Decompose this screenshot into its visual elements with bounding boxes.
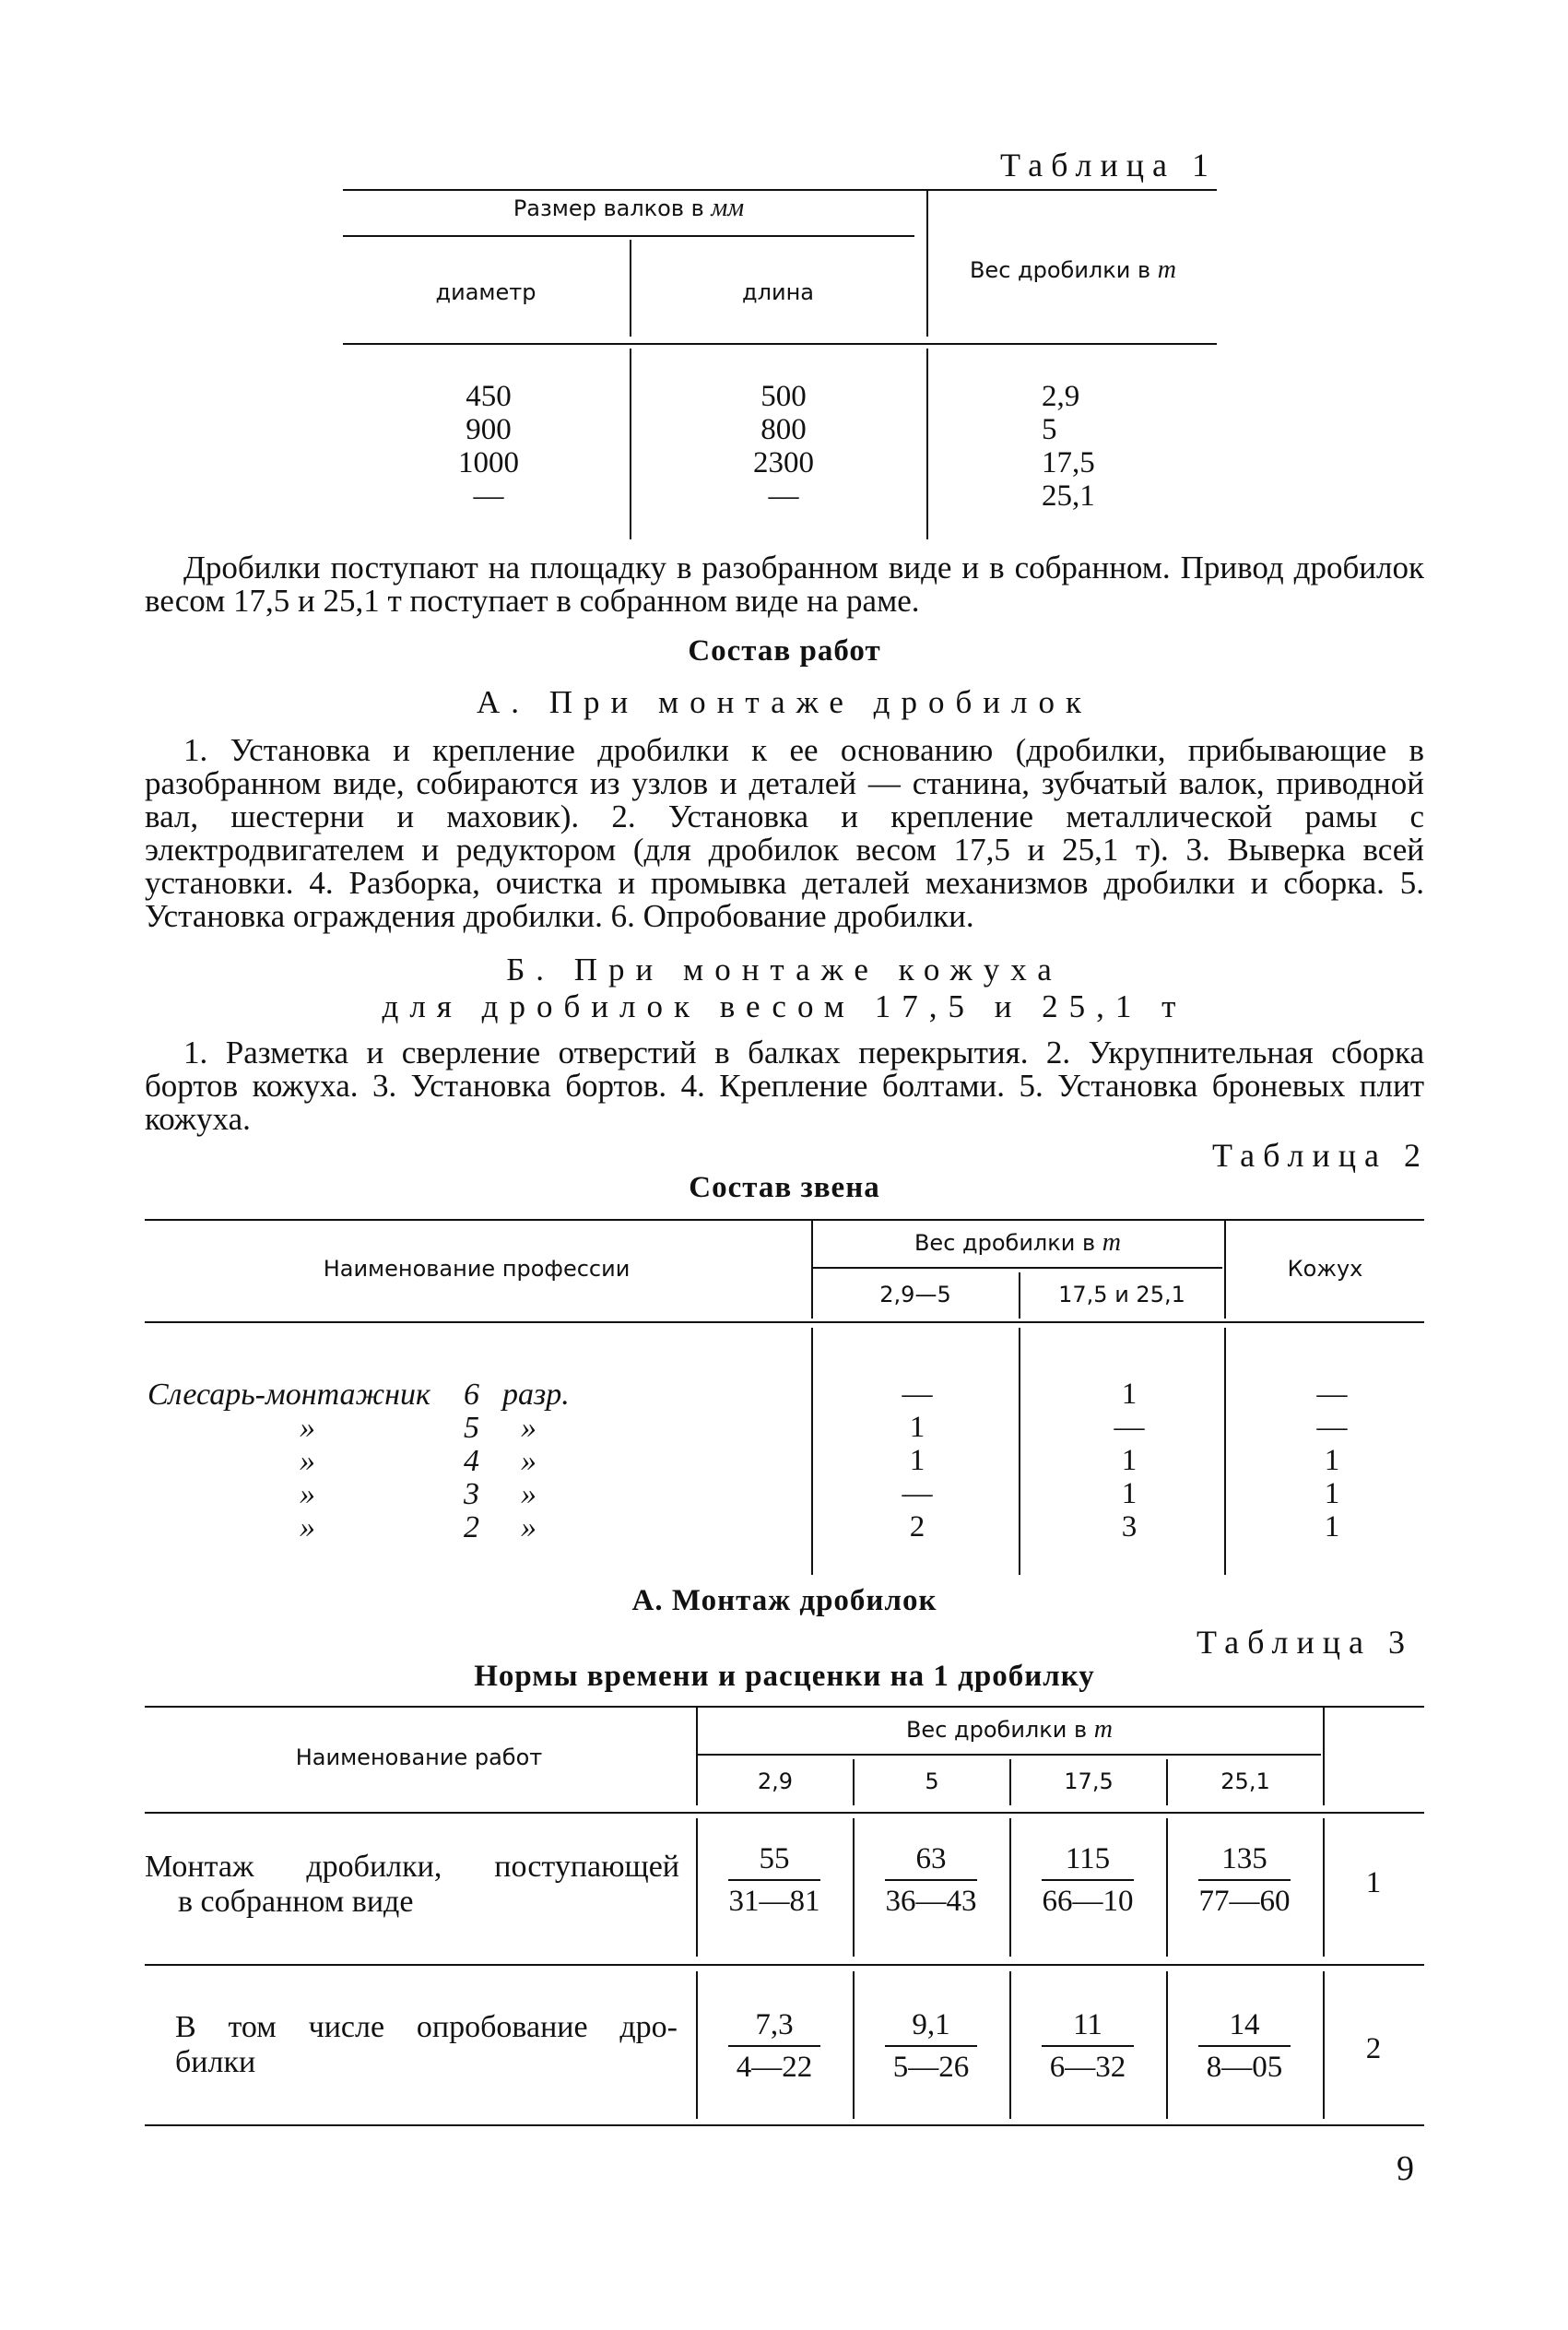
section-a-text: 1. Установка и крепление дробилки к ее основанию (дробилки, прибывающие в разобранном виде, собираются из узлов и деталей — станина, зубчатый валок, приводной вал, шестерни и маховик). 2. Установка и крепление металлической рамы с электродвигателем и редуктором (для дробилок весом 17,5 и 25,1 т). 3. Выверка всей установки. 4. Разборка, очистка и промывка деталей механизмов дробилки и сборка. 5. Установка ограждения дробилки. 6. Опробование дробилки. xyxy=(145,732,1424,934)
table3-row1-norm-4: $\frac{135}{77—60}$ xyxy=(1198,1842,1291,1918)
table1-body-vline-2 xyxy=(926,349,928,539)
intro-paragraph: Дробилки поступают на площадку в разобранном виде и в собранном. Привод дробилок весом 17,5 и 25,1 т поступает в собранном виде на раме. xyxy=(145,550,1424,619)
table2-row3-w1: 1 xyxy=(909,1444,925,1477)
table3-row2-line2: билки xyxy=(175,2045,256,2079)
table2-row3-grade: 4 xyxy=(464,1444,479,1478)
table3-row1-vline-5 xyxy=(1323,1818,1325,1957)
table1-row4-length: — xyxy=(768,479,799,513)
table2-row2-w2: — xyxy=(1114,1411,1145,1444)
table3-col-work: Наименование работ xyxy=(295,1745,543,1770)
table3-weight-1: 2,9 xyxy=(757,1768,794,1794)
work-composition-title: Состав работ xyxy=(688,634,881,668)
table2-row2-casing: — xyxy=(1316,1411,1348,1444)
table2-row3-profession: » xyxy=(300,1444,315,1478)
table2-row1-grade: 6 xyxy=(464,1378,479,1412)
table3-top-rule xyxy=(145,1706,1424,1708)
table2-col-weight: Вес дробилки в т xyxy=(914,1228,1122,1257)
table2-row1-casing: — xyxy=(1316,1378,1348,1411)
table3-weight-3: 17,5 xyxy=(1064,1768,1114,1794)
table2-top-rule xyxy=(145,1219,1424,1221)
table3-row2-norm-2: $\frac{9,1}{5—26}$ xyxy=(885,2006,977,2086)
table3-col-weight: Вес дробилки в т xyxy=(905,1715,1114,1744)
table2-row4-w1: — xyxy=(902,1477,933,1510)
table3-row1-vline-2 xyxy=(853,1818,855,1957)
table1-row4-diameter: — xyxy=(473,479,504,513)
table1-header-size: Размер валков в мм xyxy=(513,194,745,222)
table3-row1-line1: Монтаж дробилки, поступающей xyxy=(145,1850,679,1884)
table2-row5-w1: 2 xyxy=(909,1510,925,1543)
table3-row1-vline-1 xyxy=(696,1818,698,1957)
table3-row2-vline-4 xyxy=(1166,1971,1168,2119)
table2-row1-w2: 1 xyxy=(1121,1378,1138,1411)
table3-row2-vline-1 xyxy=(696,1971,698,2119)
table2-row2-suffix: » xyxy=(521,1411,536,1445)
table2-row1-w1: — xyxy=(902,1378,933,1411)
table3-row2-work xyxy=(175,2010,678,2080)
table2-row5-suffix: » xyxy=(521,1510,536,1544)
table3-subheader-rule xyxy=(698,1754,1321,1756)
table1-row1-diameter: 450 xyxy=(466,380,512,413)
section-b-title-line1: Б. При монтаже кожуха xyxy=(506,952,1063,988)
table3-row1-norm-2: $\frac{63}{36—43}$ xyxy=(885,1842,977,1918)
table2-row1-profession: Слесарь-монтажник xyxy=(147,1378,430,1412)
table1-row4-weight: 25,1 xyxy=(1042,479,1095,513)
table3-row1-vline-4 xyxy=(1166,1818,1168,1957)
table2-row5-profession: » xyxy=(300,1510,315,1544)
table1-header-bottom-rule xyxy=(343,343,1217,345)
table2-col-profession: Наименование профессии xyxy=(323,1256,631,1282)
table3-weight-2: 5 xyxy=(925,1768,939,1794)
table2-row5-casing: 1 xyxy=(1324,1510,1340,1543)
table2-row3-casing: 1 xyxy=(1324,1444,1340,1477)
table3-row2-vline-5 xyxy=(1323,1971,1325,2119)
table2-row3-w2: 1 xyxy=(1121,1444,1138,1477)
table1-col-weight: Вес дробилки в т xyxy=(969,255,1177,284)
table1-top-rule xyxy=(343,189,1217,191)
table2-col-w2: 17,5 и 25,1 xyxy=(1058,1282,1185,1307)
table2-row3-suffix: » xyxy=(521,1444,536,1478)
table3-weight-4: 25,1 xyxy=(1220,1768,1270,1794)
table3-header-bottom-rule xyxy=(145,1812,1424,1814)
table3-vline-n xyxy=(1323,1706,1325,1805)
page-number: 9 xyxy=(1397,2149,1414,2188)
table2-header-bottom-rule xyxy=(145,1321,1424,1323)
section-b-title-line2: для дробилок весом 17,5 и 25,1 т xyxy=(382,988,1187,1024)
table2-row5-w2: 3 xyxy=(1121,1510,1138,1543)
table2-row2-profession: » xyxy=(300,1411,315,1445)
table2-row4-casing: 1 xyxy=(1324,1477,1340,1510)
table1-subheader-rule xyxy=(343,235,914,237)
table3-row1-line2: в собранном виде xyxy=(178,1885,414,1919)
table1-row3-weight: 17,5 xyxy=(1042,446,1095,479)
table3-row2-norm-3: $\frac{11}{6—32}$ xyxy=(1042,2006,1134,2086)
table1-row3-length: 2300 xyxy=(753,446,814,479)
table3-row1-work xyxy=(145,1850,679,1920)
table3-row2-norm-1: $\frac{7,3}{4—22}$ xyxy=(728,2006,820,2086)
table2-row4-profession: » xyxy=(300,1477,315,1511)
table1-body-vline-1 xyxy=(630,349,631,539)
table1-col-length: длина xyxy=(742,279,814,305)
table3-row2-vline-3 xyxy=(1009,1971,1011,2119)
table3-row2-n: 2 xyxy=(1365,2032,1382,2065)
table2-row1-suffix: разр. xyxy=(502,1378,570,1412)
section-b-text: 1. Разметка и сверление отверстий в балках перекрытия. 2. Укрупнительная сборка бортов кожуха. 3. Установка бортов. 4. Крепление болтами. 5. Установка броневых плит кожуха. xyxy=(145,1035,1424,1137)
table2-body-vline-2 xyxy=(1019,1328,1020,1575)
table3-row1-norm-3: $\frac{115}{66—10}$ xyxy=(1042,1842,1134,1918)
table1-row1-length: 500 xyxy=(760,380,807,413)
table3-title: Нормы времени и расценки на 1 дробилку xyxy=(474,1660,1095,1693)
table1-col-diameter: диаметр xyxy=(435,279,536,305)
table2-label: Таблица 2 xyxy=(1212,1137,1429,1174)
table2-row2-w1: 1 xyxy=(909,1411,925,1444)
section-a-title: А. При монтаже дробилок xyxy=(477,684,1092,720)
table2-body-vline-3 xyxy=(1224,1328,1226,1575)
table2-title: Состав звена xyxy=(689,1171,880,1204)
table2-col-casing: Кожух xyxy=(1287,1256,1363,1282)
table2-row4-suffix: » xyxy=(521,1477,536,1511)
table2-body-vline-1 xyxy=(811,1328,813,1575)
table2-vline-sub xyxy=(1019,1272,1020,1319)
table3-row1-norm-1: $\frac{55}{31—81}$ xyxy=(728,1842,820,1918)
table1-row1-weight: 2,9 xyxy=(1042,380,1080,413)
table2-col-w1: 2,9—5 xyxy=(879,1282,951,1307)
section-a-heading: А. Монтаж дробилок xyxy=(631,1584,937,1617)
table1-row2-diameter: 900 xyxy=(466,413,512,446)
table3-row2-line1: В том числе опробование дро- xyxy=(175,2010,678,2044)
table3-row2-vline-2 xyxy=(853,1971,855,2119)
table1-row3-diameter: 1000 xyxy=(458,446,519,479)
table3-row2-norm-4: $\frac{14}{8—05}$ xyxy=(1198,2006,1291,2086)
table3-label: Таблица 3 xyxy=(1197,1624,1413,1661)
table3-row1-n: 1 xyxy=(1365,1866,1382,1899)
table2-subheader-rule xyxy=(813,1267,1222,1269)
table1-label: Таблица 1 xyxy=(1000,147,1217,183)
table1-row2-weight: 5 xyxy=(1042,413,1057,446)
table2-row2-grade: 5 xyxy=(464,1411,479,1445)
table3-row1-vline-3 xyxy=(1009,1818,1011,1957)
table3-bottom-rule xyxy=(145,2124,1424,2126)
table2-row5-grade: 2 xyxy=(464,1510,479,1544)
table1-vline-weight xyxy=(926,189,928,337)
table1-row2-length: 800 xyxy=(760,413,807,446)
table2-row4-grade: 3 xyxy=(464,1477,479,1511)
table2-row4-w2: 1 xyxy=(1121,1477,1138,1510)
table3-row-separator xyxy=(145,1964,1424,1966)
